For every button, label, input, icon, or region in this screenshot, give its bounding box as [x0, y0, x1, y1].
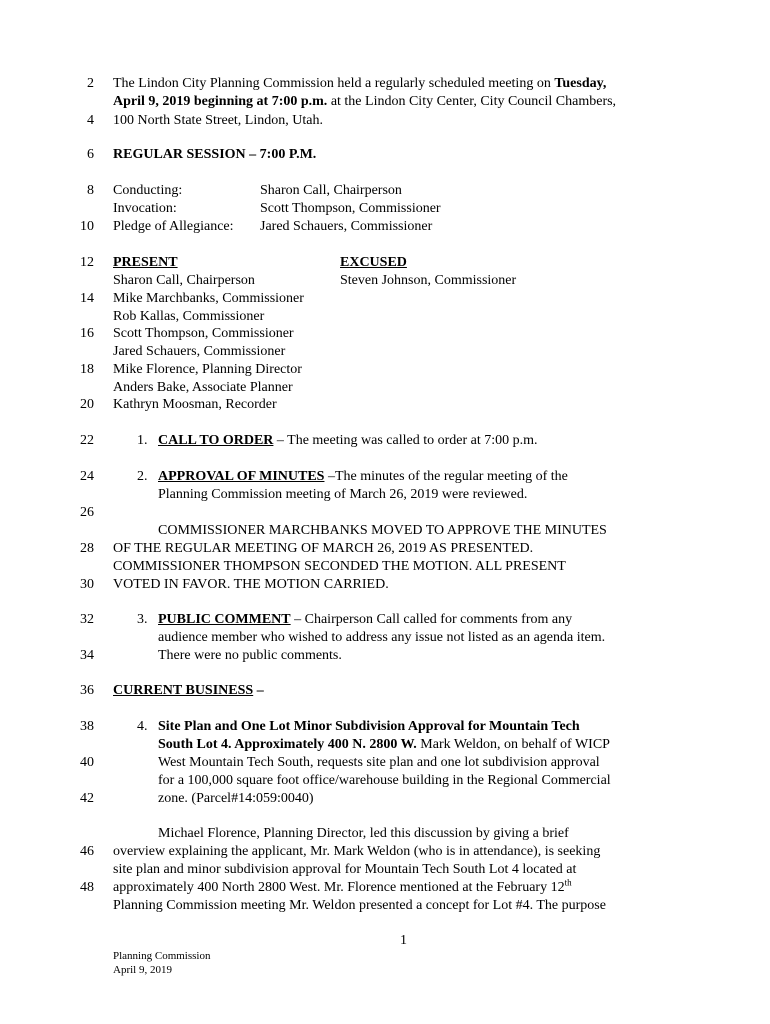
line-number: 22	[80, 433, 94, 448]
meeting-time-bold: April 9, 2019 beginning at 7:00 p.m.	[113, 94, 328, 109]
present-name: Anders Bake, Associate Planner	[113, 380, 293, 395]
line-number: 12	[80, 255, 94, 270]
line-number: 2	[87, 76, 94, 91]
motion-line: VOTED IN FAVOR. THE MOTION CARRIED.	[113, 577, 389, 592]
discussion-line	[113, 879, 572, 897]
footer-date: April 9, 2019	[113, 964, 172, 976]
line-number: 40	[80, 755, 94, 770]
item-text: –The minutes of the regular meeting of the	[324, 469, 568, 484]
item-number: 2.	[137, 469, 148, 484]
present-name: Kathryn Moosman, Recorder	[113, 397, 277, 412]
role-value: Scott Thompson, Commissioner	[260, 201, 441, 216]
intro-text: at the Lindon City Center, City Council Chambers,	[327, 94, 617, 109]
current-business-heading	[113, 682, 264, 700]
item-text: Mark Weldon, on behalf of WICP	[416, 737, 610, 752]
discussion-text: approximately 400 North 2800 West. Mr. Florence mentioned at the February 12	[113, 880, 565, 895]
item-text-line: zone. (Parcel#14:059:0040)	[158, 791, 314, 806]
motion-line: OF THE REGULAR MEETING OF MARCH 26, 2019 AS PRESENTED.	[113, 541, 534, 556]
present-name: Mike Florence, Planning Director	[113, 362, 302, 377]
item-title: CALL TO ORDER	[158, 433, 274, 448]
present-name: Scott Thompson, Commissioner	[113, 326, 294, 341]
line-number: 8	[87, 183, 94, 198]
role-value: Sharon Call, Chairperson	[260, 183, 402, 198]
motion-line: COMMISSIONER THOMPSON SECONDED THE MOTION. ALL PRESENT	[113, 559, 566, 574]
excused-heading: EXCUSED	[340, 255, 407, 270]
public-comment	[158, 611, 572, 629]
line-number: 42	[80, 791, 94, 806]
line-number: 34	[80, 648, 94, 663]
discussion-line: Michael Florence, Planning Director, led this discussion by giving a brief	[158, 826, 569, 841]
item-number: 1.	[137, 433, 148, 448]
intro-line-3: 100 North State Street, Lindon, Utah.	[113, 113, 323, 128]
approval-of-minutes	[158, 468, 568, 486]
item-title: PUBLIC COMMENT	[158, 612, 291, 627]
line-number: 18	[80, 362, 94, 377]
line-number: 20	[80, 397, 94, 412]
item-text-line: audience member who wished to address any issue not listed as an agenda item.	[158, 630, 606, 645]
line-number: 36	[80, 683, 94, 698]
page-number: 1	[400, 933, 407, 948]
intro-text: The Lindon City Planning Commission held a regularly scheduled meeting on	[113, 76, 555, 91]
item-title: South Lot 4. Approximately 400 N. 2800 W.	[158, 737, 417, 752]
item-title: APPROVAL OF MINUTES	[158, 469, 325, 484]
line-number: 6	[87, 147, 94, 162]
motion-line: COMMISSIONER MARCHBANKS MOVED TO APPROVE THE MINUTES	[158, 523, 607, 538]
footer-title: Planning Commission	[113, 950, 211, 962]
line-number: 16	[80, 326, 94, 341]
item-text-line: Planning Commission meeting of March 26, 2019 were reviewed.	[158, 487, 528, 502]
discussion-line: Planning Commission meeting Mr. Weldon presented a concept for Lot #4. The purpose	[113, 898, 606, 913]
line-number: 10	[80, 219, 94, 234]
discussion-line: overview explaining the applicant, Mr. Mark Weldon (who is in attendance), is seeking	[113, 844, 601, 859]
line-number: 38	[80, 719, 94, 734]
item-text: – The meeting was called to order at 7:00 p.m.	[273, 433, 538, 448]
line-number: 14	[80, 291, 94, 306]
item-text-line: for a 100,000 square foot office/warehouse building in the Regional Commercial	[158, 773, 611, 788]
role-value: Jared Schauers, Commissioner	[260, 219, 433, 234]
section-dash: –	[253, 683, 264, 698]
line-number: 48	[80, 880, 94, 895]
item-number: 4.	[137, 719, 148, 734]
role-label: Conducting:	[113, 183, 183, 198]
line-number: 30	[80, 577, 94, 592]
item-title: Site Plan and One Lot Minor Subdivision Approval for Mountain Tech	[158, 719, 580, 734]
line-number: 32	[80, 612, 94, 627]
item-text-line	[158, 736, 610, 754]
role-label: Invocation:	[113, 201, 177, 216]
discussion-line: site plan and minor subdivision approval for Mountain Tech South Lot 4 located at	[113, 862, 577, 877]
present-name: Rob Kallas, Commissioner	[113, 309, 265, 324]
role-label: Pledge of Allegiance:	[113, 219, 234, 234]
intro-line-2	[113, 93, 616, 111]
intro-line-1	[113, 75, 606, 93]
meeting-date-bold: Tuesday,	[554, 76, 607, 91]
present-name: Jared Schauers, Commissioner	[113, 344, 286, 359]
call-to-order	[158, 432, 538, 450]
item-text-line: West Mountain Tech South, requests site plan and one lot subdivision approval	[158, 755, 600, 770]
line-number: 28	[80, 541, 94, 556]
present-name: Sharon Call, Chairperson	[113, 273, 255, 288]
line-number: 4	[87, 113, 94, 128]
item-number: 3.	[137, 612, 148, 627]
line-number: 46	[80, 844, 94, 859]
present-heading: PRESENT	[113, 255, 178, 270]
excused-name: Steven Johnson, Commissioner	[340, 273, 517, 288]
line-number: 24	[80, 469, 94, 484]
ordinal-suffix: th	[564, 877, 572, 888]
present-name: Mike Marchbanks, Commissioner	[113, 291, 304, 306]
item-text-line: There were no public comments.	[158, 648, 342, 663]
line-number: 26	[80, 505, 94, 520]
item-text: – Chairperson Call called for comments from any	[290, 612, 573, 627]
section-title: CURRENT BUSINESS	[113, 683, 254, 698]
regular-session-heading: REGULAR SESSION – 7:00 P.M.	[113, 147, 317, 162]
